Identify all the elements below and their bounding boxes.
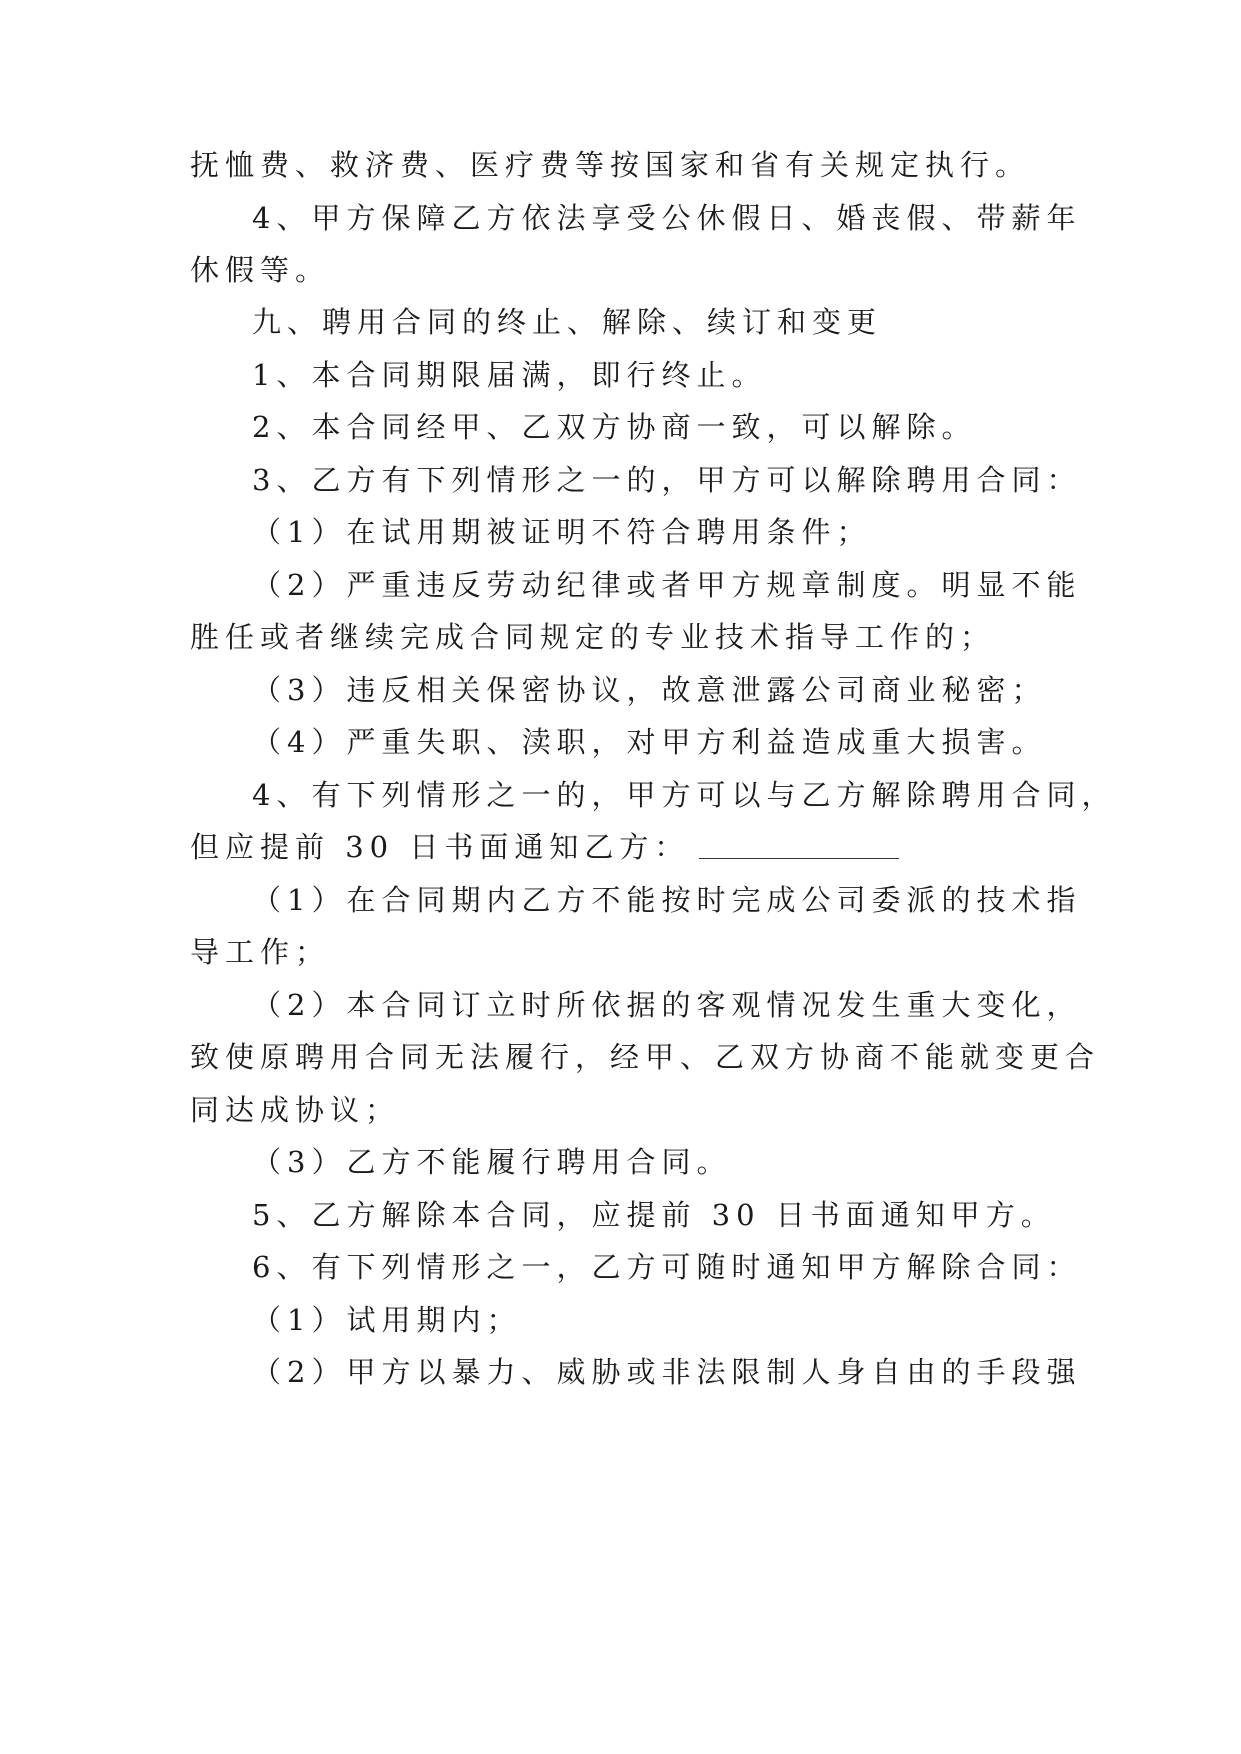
section-heading: 九、聘用合同的终止、解除、续订和变更	[252, 305, 883, 339]
text-segment: 但应提前 30 日书面通知乙方：	[190, 830, 690, 864]
text-line: （2）本合同订立时所依据的客观情况发生重大变化，	[252, 988, 1082, 1022]
text-line: 休假等。	[190, 253, 331, 287]
text-line: 3、乙方有下列情形之一的，甲方可以解除聘用合同：	[252, 463, 1082, 497]
text-line: 1、本合同期限届满，即行终止。	[252, 358, 767, 392]
text-line: 6、有下列情形之一，乙方可随时通知甲方解除合同：	[252, 1250, 1082, 1284]
text-line: 4、甲方保障乙方依法享受公休假日、婚丧假、带薪年	[252, 201, 1082, 235]
text-line: 同达成协议；	[190, 1093, 401, 1127]
text-line: （4）严重失职、渎职，对甲方利益造成重大损害。	[252, 725, 1047, 759]
text-line: （1）在试用期被证明不符合聘用条件；	[252, 515, 872, 549]
text-line: （2）甲方以暴力、威胁或非法限制人身自由的手段强	[252, 1355, 1082, 1389]
text-line: （1）试用期内；	[252, 1303, 522, 1337]
text-line: 导工作；	[190, 935, 331, 969]
text-line: 胜任或者继续完成合同规定的专业技术指导工作的；	[190, 620, 996, 654]
text-line: 5、乙方解除本合同，应提前 30 日书面通知甲方。	[252, 1198, 1056, 1232]
text-line: 抚恤费、救济费、医疗费等按国家和省有关规定执行。	[190, 148, 1031, 182]
text-line: 2、本合同经甲、乙双方协商一致，可以解除。	[252, 410, 977, 444]
text-line: （3）违反相关保密协议，故意泄露公司商业秘密；	[252, 673, 1047, 707]
blank-underline	[699, 857, 899, 859]
text-line: （1）在合同期内乙方不能按时完成公司委派的技术指	[252, 883, 1082, 917]
text-line: 4、有下列情形之一的，甲方可以与乙方解除聘用合同，	[252, 778, 1117, 812]
text-line: 致使原聘用合同无法履行，经甲、乙双方协商不能就变更合	[190, 1040, 1101, 1074]
text-line-with-blank	[190, 827, 1070, 867]
text-line: （3）乙方不能履行聘用合同。	[252, 1145, 732, 1179]
text-line: （2）严重违反劳动纪律或者甲方规章制度。明显不能	[252, 568, 1082, 602]
